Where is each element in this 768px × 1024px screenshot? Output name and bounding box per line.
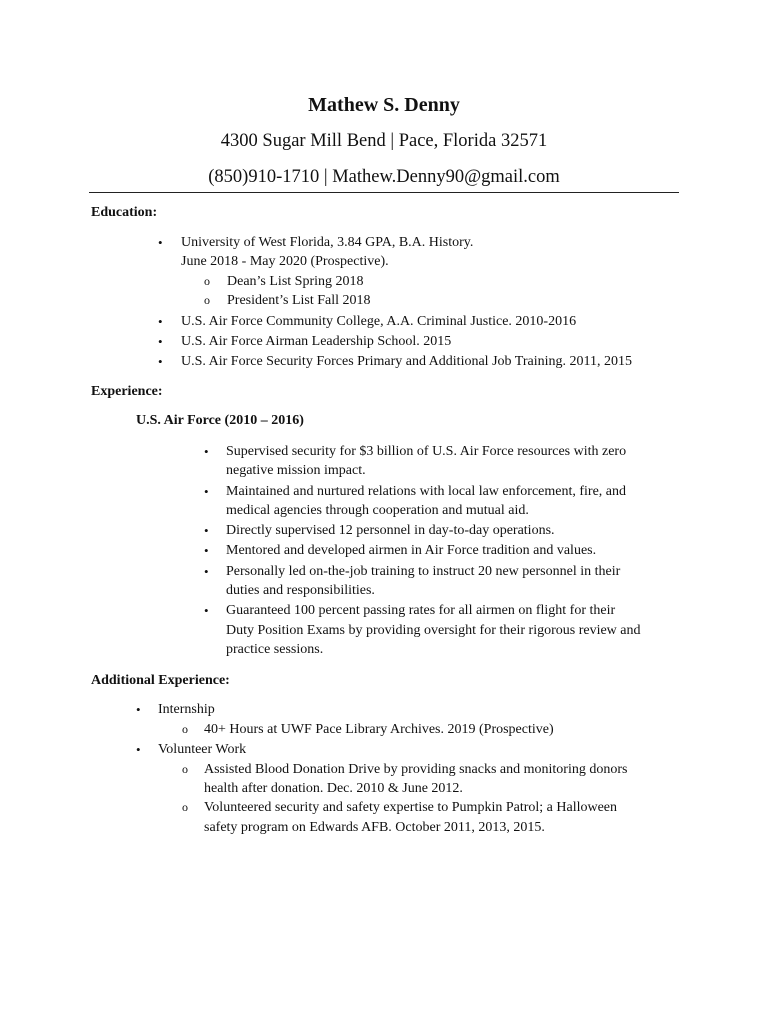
additional-subitem: 40+ Hours at UWF Pace Library Archives. 2019 (Prospective) [204,722,554,737]
address-line: 4300 Sugar Mill Bend | Pace, Florida 32571 [220,131,548,151]
bullet-icon: • [158,235,163,250]
education-item: U.S. Air Force Airman Leadership School. 2015 [181,334,452,349]
sub-bullet-icon: o [182,722,188,736]
header-divider [89,192,679,193]
bullet-icon: • [204,523,209,538]
additional-experience-heading: Additional Experience: [91,673,230,688]
experience-item: Maintained and nurtured relations with local law enforcement, fire, and [226,484,627,499]
experience-item: practice sessions. [226,642,324,657]
sub-bullet-icon: o [204,274,210,288]
education-item: University of West Florida, 3.84 GPA, B.A. History. [181,235,474,250]
additional-subitem: Volunteered security and safety expertise to Pumpkin Patrol; a Halloween [204,800,618,815]
additional-item: Internship [158,702,215,717]
additional-subitem: Assisted Blood Donation Drive by providing snacks and monitoring donors [204,762,628,777]
honor-item: President’s List Fall 2018 [227,293,371,308]
sub-bullet-icon: o [182,762,188,776]
experience-item: medical agencies through cooperation and mutual aid. [226,503,529,518]
experience-org: U.S. Air Force (2010 – 2016) [136,413,304,428]
bullet-icon: • [158,354,163,369]
experience-item: duties and responsibilities. [226,583,375,598]
education-item: U.S. Air Force Community College, A.A. Criminal Justice. 2010-2016 [181,314,577,329]
experience-item: Personally led on-the-job training to instruct 20 new personnel in their [226,564,621,579]
bullet-icon: • [204,564,209,579]
honor-item: Dean’s List Spring 2018 [227,274,364,289]
resume-name: Mathew S. Denny [308,94,460,116]
experience-heading: Experience: [91,384,163,399]
experience-item: negative mission impact. [226,463,366,478]
contact-line: (850)910-1710 | Mathew.Denny90@gmail.com [208,167,560,187]
additional-item: Volunteer Work [158,742,247,757]
bullet-icon: • [204,444,209,459]
education-heading: Education: [91,205,158,220]
bullet-icon: • [204,603,209,618]
education-item-dates: June 2018 - May 2020 (Prospective). [181,254,389,269]
bullet-icon: • [158,334,163,349]
bullet-icon: • [204,543,209,558]
bullet-icon: • [158,314,163,329]
experience-item: Guaranteed 100 percent passing rates for all airmen on flight for their [226,603,616,618]
experience-item: Duty Position Exams by providing oversight for their rigorous review and [226,623,641,638]
experience-item: Mentored and developed airmen in Air Force tradition and values. [226,543,597,558]
bullet-icon: • [136,702,141,717]
sub-bullet-icon: o [182,800,188,814]
education-item: U.S. Air Force Security Forces Primary and Additional Job Training. 2011, 2015 [181,354,632,369]
sub-bullet-icon: o [204,293,210,307]
bullet-icon: • [204,484,209,499]
additional-subitem: health after donation. Dec. 2010 & June 2012. [204,781,463,796]
experience-item: Supervised security for $3 billion of U.S. Air Force resources with zero [226,444,627,459]
additional-subitem: safety program on Edwards AFB. October 2011, 2013, 2015. [204,820,545,835]
bullet-icon: • [136,742,141,757]
experience-item: Directly supervised 12 personnel in day-to-day operations. [226,523,555,538]
